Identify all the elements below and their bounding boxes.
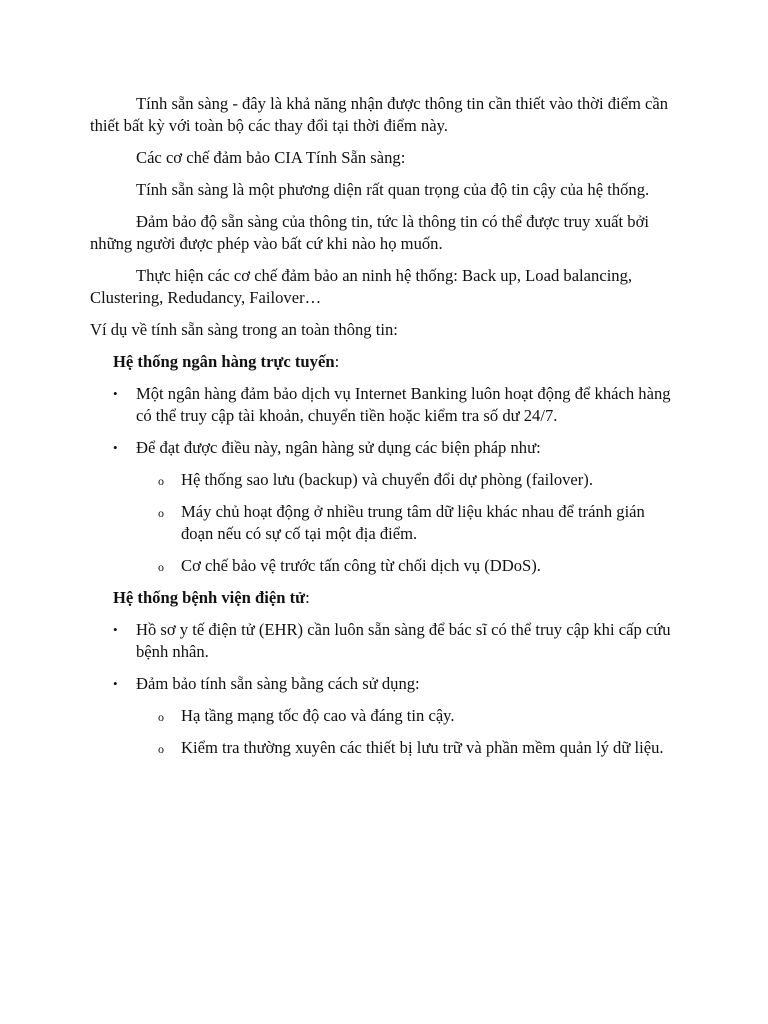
sub-list-item bbox=[90, 555, 680, 577]
section-heading-text: Hệ thống bệnh viện điện tử bbox=[113, 588, 306, 607]
sub-bullet-list bbox=[136, 469, 680, 577]
document-page bbox=[90, 93, 680, 769]
circle-bullet-icon: o bbox=[158, 742, 164, 756]
section-heading-e-hospital bbox=[90, 587, 680, 609]
examples-intro: Ví dụ về tính sẵn sàng trong an toàn thông tin: bbox=[90, 320, 398, 339]
section-heading-online-banking bbox=[90, 351, 680, 373]
section-heading-colon: : bbox=[334, 352, 340, 371]
list-item-text: Đảm bảo tính sẵn sàng bằng cách sử dụng: bbox=[136, 674, 420, 693]
paragraph-security-mechanisms: Thực hiện các cơ chế đảm bảo an ninh hệ thống: Back up, Load balancing, Clustering, Redudancy, Failover… bbox=[90, 266, 633, 307]
list-item-text: Để đạt được điều này, ngân hàng sử dụng các biện pháp như: bbox=[136, 438, 541, 457]
sub-bullet-list bbox=[136, 705, 680, 759]
circle-bullet-icon: o bbox=[158, 506, 164, 520]
sub-list-item bbox=[90, 469, 680, 491]
circle-bullet-icon: o bbox=[158, 474, 164, 488]
bullet-list-online-banking bbox=[90, 383, 680, 577]
sub-list-item-text: Kiểm tra thường xuyên các thiết bị lưu trữ và phần mềm quản lý dữ liệu. bbox=[181, 738, 664, 757]
list-item bbox=[90, 437, 680, 577]
list-item-text: Hồ sơ y tế điện tử (EHR) cần luôn sẵn sàng để bác sĩ có thể truy cập khi cấp cứu bệnh nhân. bbox=[136, 620, 671, 661]
sub-list-item-text: Máy chủ hoạt động ở nhiều trung tâm dữ liệu khác nhau để tránh gián đoạn nếu có sự cố tại một địa điểm. bbox=[181, 502, 645, 543]
bullet-icon: • bbox=[113, 440, 118, 455]
bullet-icon: • bbox=[113, 676, 118, 691]
paragraph-availability-definition: Tính sẵn sàng - đây là khả năng nhận được thông tin cần thiết vào thời điểm cần thiết bất kỳ với toàn bộ các thay đổi tại thời điểm này. bbox=[90, 94, 669, 135]
bullet-icon: • bbox=[113, 386, 118, 401]
list-item bbox=[90, 619, 680, 663]
paragraph-cia-mechanisms: Các cơ chế đảm bảo CIA Tính Sẵn sàng: bbox=[136, 148, 406, 167]
sub-list-item bbox=[90, 501, 680, 545]
circle-bullet-icon: o bbox=[158, 710, 164, 724]
section-heading-colon: : bbox=[305, 588, 310, 607]
sub-list-item-text: Hệ thống sao lưu (backup) và chuyển đổi dự phòng (failover). bbox=[181, 470, 593, 489]
bullet-list-e-hospital bbox=[90, 619, 680, 759]
section-heading-text: Hệ thống ngân hàng trực tuyến bbox=[113, 352, 335, 371]
list-item-text: Một ngân hàng đảm bảo dịch vụ Internet Banking luôn hoạt động để khách hàng có thể truy cập tài khoản, chuyển tiền hoặc kiểm tra số dư 24/7. bbox=[136, 384, 671, 425]
sub-list-item-text: Hạ tầng mạng tốc độ cao và đáng tin cậy. bbox=[181, 706, 455, 725]
bullet-icon: • bbox=[113, 622, 118, 637]
list-item bbox=[90, 673, 680, 759]
sub-list-item bbox=[90, 705, 680, 727]
list-item bbox=[90, 383, 680, 427]
circle-bullet-icon: o bbox=[158, 560, 164, 574]
sub-list-item bbox=[90, 737, 680, 759]
paragraph-availability-importance: Tính sẵn sàng là một phương diện rất quan trọng của độ tin cậy của hệ thống. bbox=[136, 180, 650, 199]
sub-list-item-text: Cơ chế bảo vệ trước tấn công từ chối dịch vụ (DDoS). bbox=[181, 556, 541, 575]
paragraph-availability-assurance: Đảm bảo độ sẵn sàng của thông tin, tức là thông tin có thể được truy xuất bởi những người được phép vào bất cứ khi nào họ muốn. bbox=[90, 212, 649, 253]
